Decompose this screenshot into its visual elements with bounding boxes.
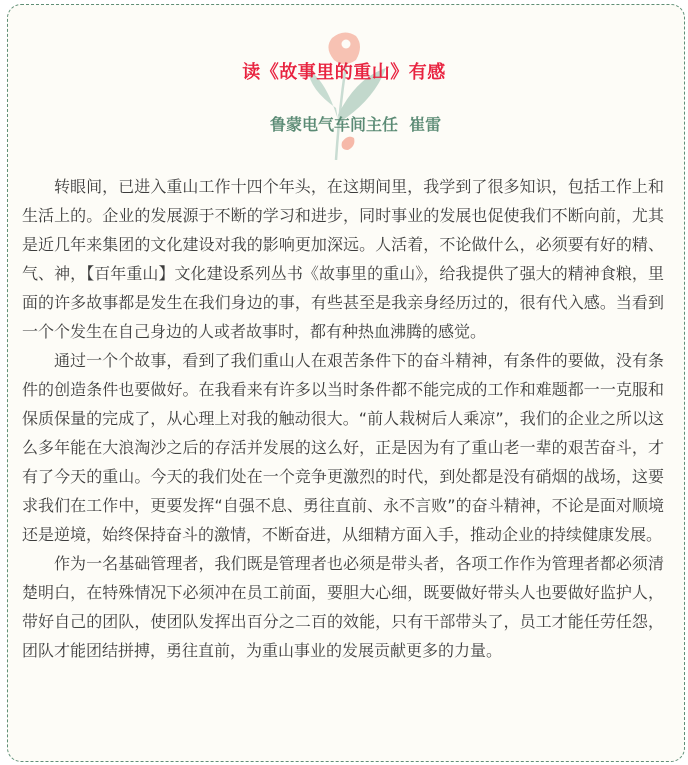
paragraph: 转眼间，已进入重山工作十四个年头，在这期间里，我学到了很多知识，包括工作上和生活上的。企业的发展源于不断的学习和进步，同时事业的发展也促使我们不断向前，尤其是近几年来集团的文化建设对我的影响更加深远。人活着，不论做什么，必须要有好的精、气、神，【百年重山】文化建设系列丛书《故事里的重山》，给我提供了强大的精神食粮，里面的许多故事都是发生在我们身边的事，有些甚至是我亲身经历过的，很有代入感。当看到一个个发生在自己身边的人或者故事时，都有种热血沸腾的感觉。 [22, 177, 664, 341]
paragraph: 作为一名基础管理者，我们既是管理者也必须是带头者，各项工作作为管理者都必须清楚明白，在特殊情况下必须冲在员工前面，要胆大心细，既要做好带头人也要做好监护人，带好自己的团队，使团队发挥出百分之二百的效能，只有干部带头了，员工才能任劳任怨，团队才能团结拼搏，勇往直前，为重山事业的发展贡献更多的力量。 [22, 554, 664, 660]
paragraph: 通过一个个故事，看到了我们重山人在艰苦条件下的奋斗精神，有条件的要做，没有条件的创造条件也要做好。在我看来有许多以当时条件都不能完成的工作和难题都一一克服和保质保量的完成了，从心理上对我的触动很大。“前人栽树后人乘凉”，我们的企业之所以这么多年能在大浪淘沙之后的存活并发展的这么好，正是因为有了重山老一辈的艰苦奋斗，才有了今天的重山。今天的我们处在一个竞争更激烈的时代，到处都是没有硝烟的战场，这要求我们在工作中，更要发挥“自强不息、勇往直前、永不言败”的奋斗精神，不论是面对顺境还是逆境，始终保持奋斗的激情，不断奋进，从细精方面入手，推动企业的持续健康发展。 [22, 351, 664, 544]
article-title: 读《故事里的重山》有感 [242, 62, 446, 83]
flower-illustration-icon [296, 30, 386, 160]
article-body [22, 172, 664, 665]
article-byline: 鲁蒙电气车间主任 崔雷 [270, 115, 442, 134]
